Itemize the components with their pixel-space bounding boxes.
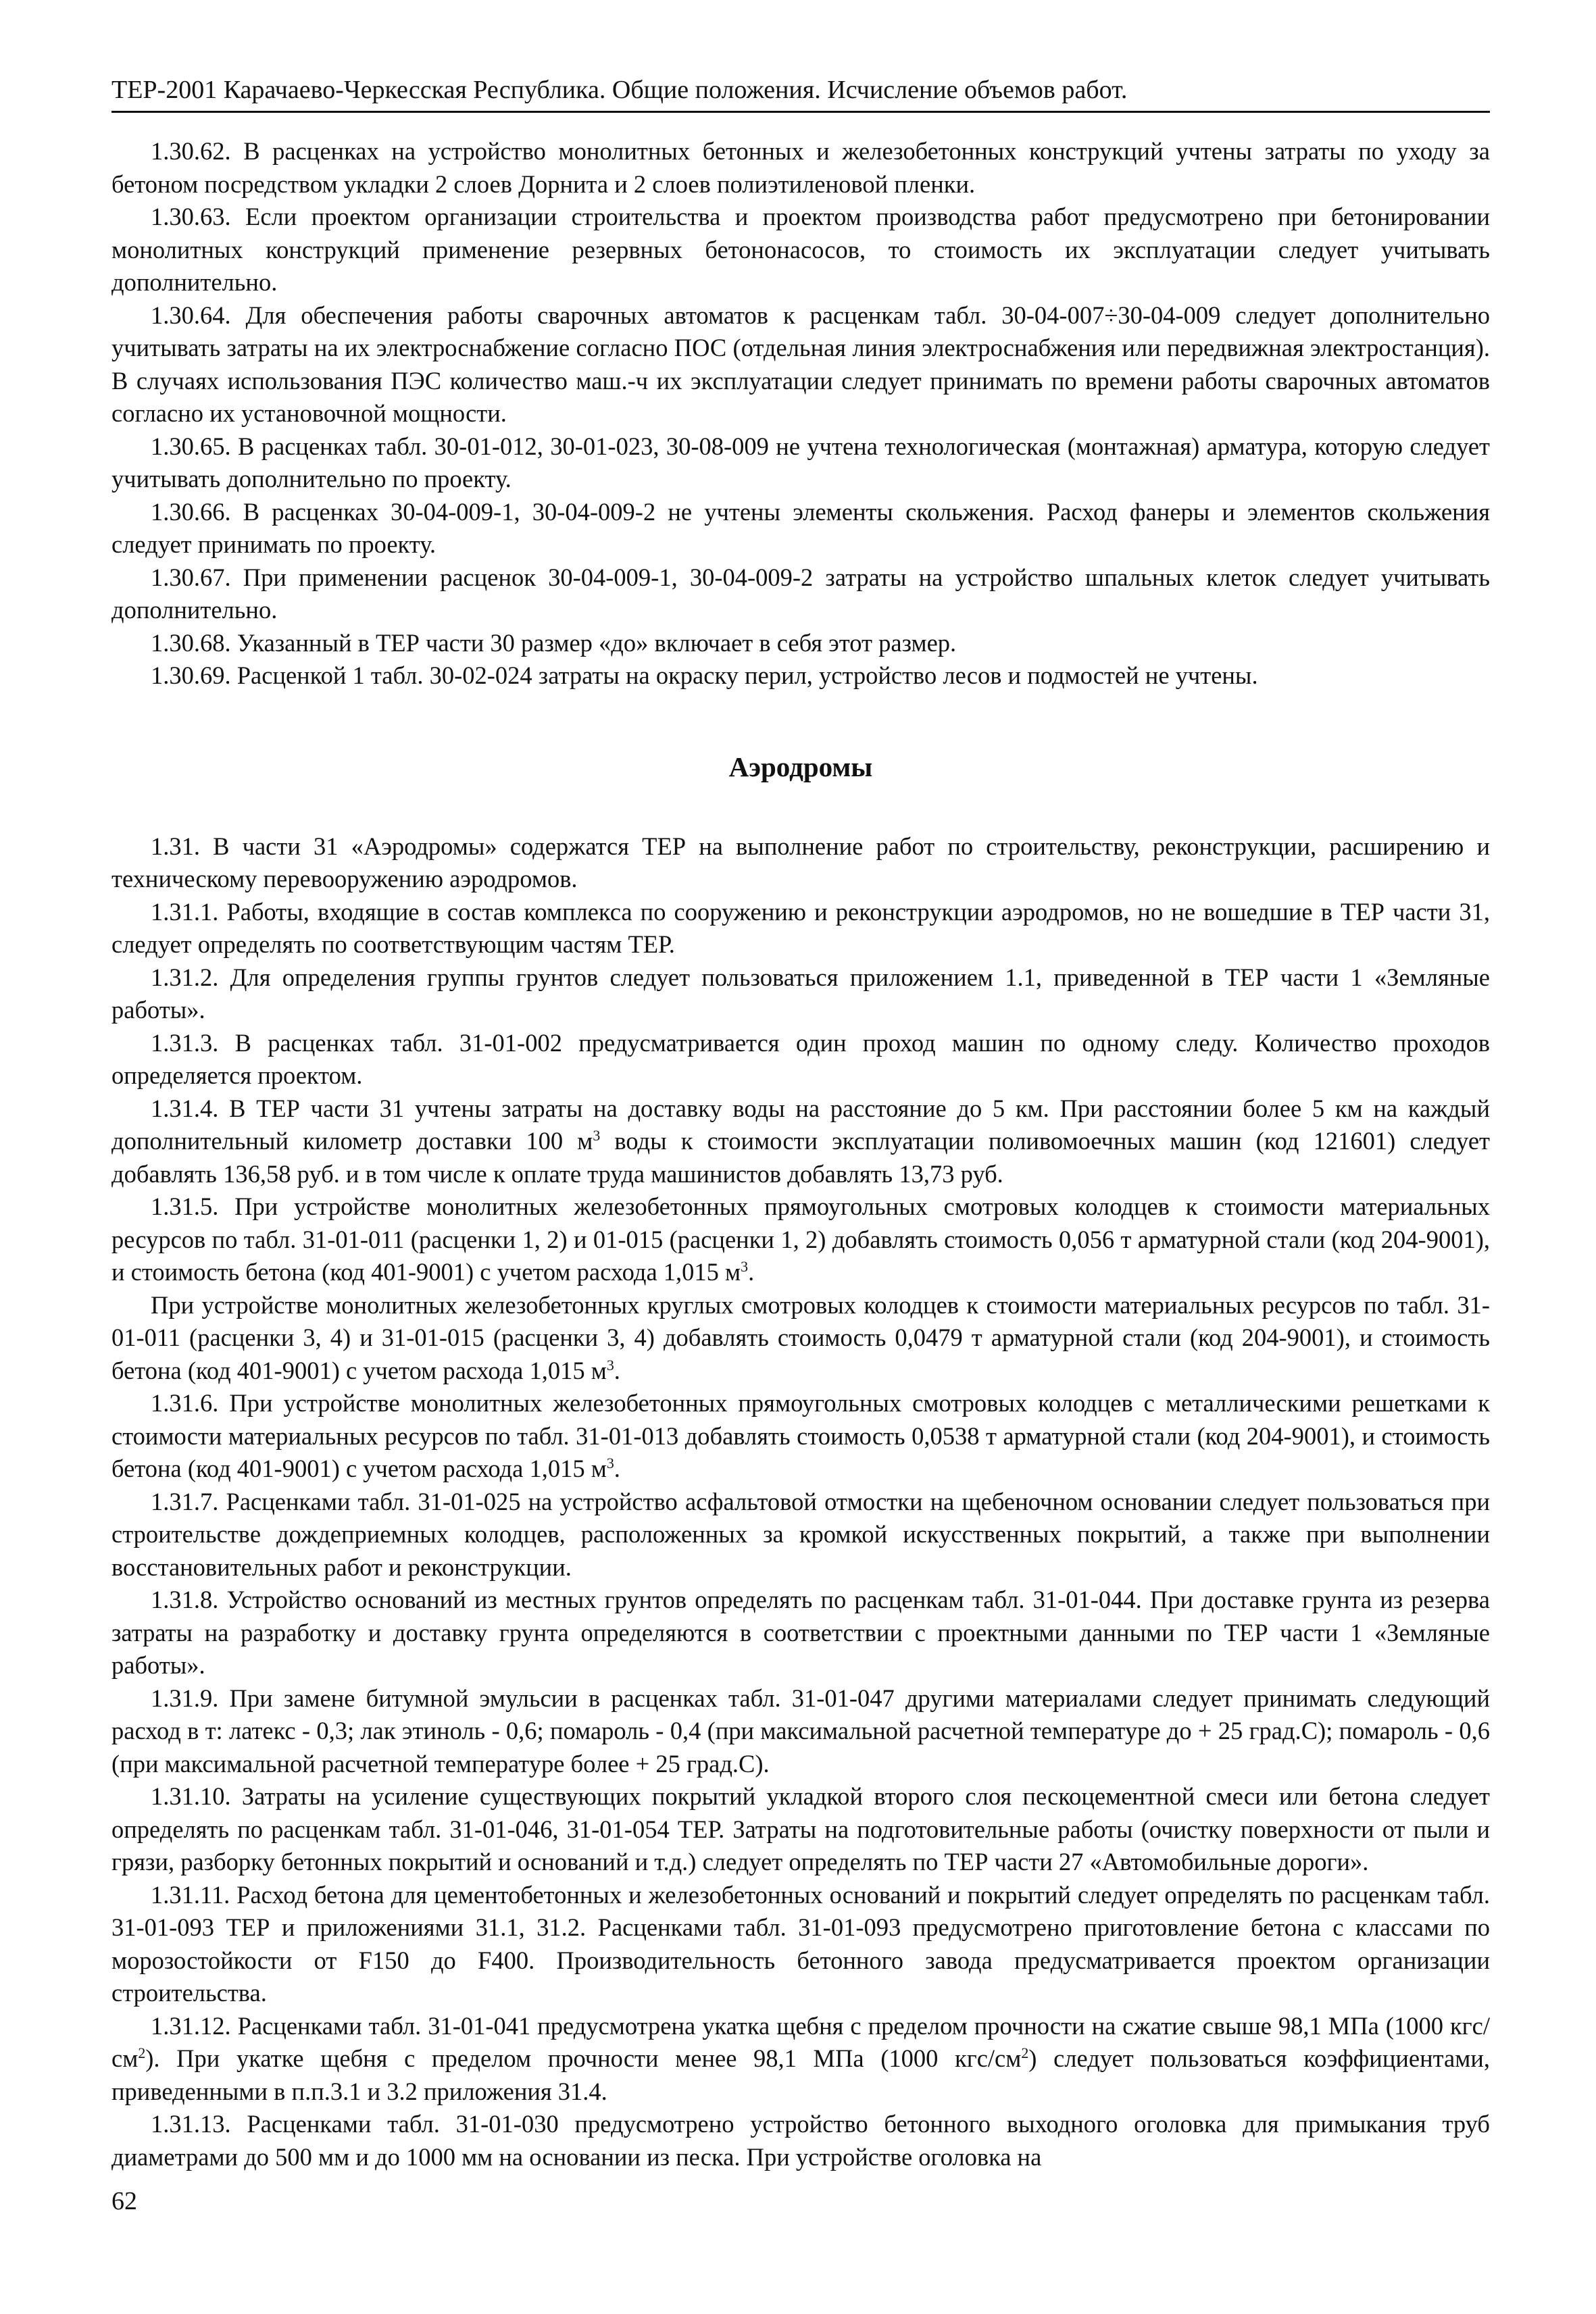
superscript: 3	[741, 1257, 749, 1275]
paragraph-1-31-10: 1.31.10. Затраты на усиление существующих покрытий укладкой второго слоя пескоцементной смеси или бетона следует определять по расценкам табл. 31-01-046, 31-01-054 ТЕР. Затраты на подготовительные работы (очистку поверхности от пыли и грязи, разборку бетонных покрытий и оснований и т.д.) следует определять по ТЕР части 27 «Автомобильные дороги».	[111, 1782, 1490, 1876]
paragraph-1-30-65: 1.30.65. В расценках табл. 30-01-012, 30-01-023, 30-08-009 не учтена технологическая (монтажная) арматура, которую следует учитывать дополнительно по проекту.	[111, 432, 1490, 493]
text-run: ) следует пользоваться коэффициентами, приведенными в п.п.3.1 и 3.2 приложения 31.4.	[111, 2044, 1490, 2105]
paragraph-1-31-7: 1.31.7. Расценками табл. 31-01-025 на устройство асфальтовой отмостки на щебеночном основании следует пользоваться при строительстве дождеприемных колодцев, расположенных за кромкой искусственных покрытий, а также при выполнении восстановительных работ и реконструкции.	[111, 1487, 1490, 1581]
paragraph-1-31-5-round	[111, 1289, 1490, 1388]
text-run: 1.31.4. В ТЕР части 31 учтены затраты на доставку воды на расстояние до 5 км. При расстоянии более 5 км на каждый дополнительный километр доставки 100 м	[111, 1094, 1490, 1155]
paragraph-1-31: 1.31. В части 31 «Аэродромы» содержатся ТЕР на выполнение работ по строительству, реконструкции, расширению и техническому перевооружению аэродромов.	[111, 832, 1490, 892]
paragraph-1-31-4	[111, 1092, 1490, 1191]
text-run: 1.31.6. При устройстве монолитных железобетонных прямоугольных смотровых колодцев с металлическими решетками к стоимости материальных ресурсов по табл. 31-01-013 добавлять стоимость 0,0538 т арматурной стали (код 204-9001), и стоимость бетона (код 401-9001) с учетом расхода 1,015 м	[111, 1389, 1490, 1482]
text-run: воды к стоимости эксплуатации поливомоечных машин (код 121601) следует добавлять 136,58 руб. и в том числе к оплате труда машинистов добавлять 13,73 руб.	[111, 1127, 1490, 1188]
paragraph-1-31-12	[111, 2010, 1490, 2109]
paragraph-1-30-63: 1.30.63. Если проектом организации строительства и проектом производства работ предусмотрено при бетонировании монолитных конструкций применение резервных бетононасосов, то стоимость их эксплуатации следует учитывать дополнительно.	[111, 203, 1490, 296]
paragraph-1-31-3: 1.31.3. В расценках табл. 31-01-002 предусматривается один проход машин по одному следу. Количество проходов определяется проектом.	[111, 1028, 1490, 1089]
paragraph-1-31-2: 1.31.2. Для определения группы грунтов следует пользоваться приложением 1.1, приведенной в ТЕР части 1 «Земляные работы».	[111, 963, 1490, 1024]
document-body	[111, 135, 1490, 2173]
text-run: .	[748, 1258, 755, 1286]
text-run: .	[614, 1356, 620, 1384]
page-number: 62	[111, 2187, 137, 2215]
superscript: 3	[606, 1454, 614, 1472]
superscript: 2	[138, 2044, 146, 2061]
superscript: 3	[593, 1126, 601, 1144]
paragraph-1-31-9: 1.31.9. При замене битумной эмульсии в расценках табл. 31-01-047 другими материалами следует принимать следующий расход в т: латекс - 0,3; лак этиноль - 0,6; помароль - 0,4 (при максимальной расчетной температуре до + 25 град.С); помароль - 0,6 (при максимальной расчетной температуре более + 25 град.С).	[111, 1684, 1490, 1778]
paragraph-1-30-67: 1.30.67. При применении расценок 30-04-009-1, 30-04-009-2 затраты на устройство шпальных клеток следует учитывать дополнительно.	[111, 563, 1490, 624]
paragraph-1-31-6	[111, 1387, 1490, 1486]
superscript: 3	[606, 1356, 614, 1374]
text-run: 1.31.5. При устройстве монолитных железобетонных прямоугольных смотровых колодцев к стоимости материальных ресурсов по табл. 31-01-011 (расценки 1, 2) и 01-015 (расценки 1, 2) добавлять стоимость 0,056 т арматурной стали (код 204-9001), и стоимость бетона (код 401-9001) с учетом расхода 1,015 м	[111, 1192, 1490, 1286]
paragraph-1-30-66: 1.30.66. В расценках 30-04-009-1, 30-04-009-2 не учтены элементы скольжения. Расход фанеры и элементов скольжения следует принимать по проекту.	[111, 497, 1490, 558]
paragraph-1-31-8: 1.31.8. Устройство оснований из местных грунтов определять по расценкам табл. 31-01-044. При доставке грунта из резерва затраты на разработку и доставку грунта определяются в соответствии с проектными данными по ТЕР части 1 «Земляные работы».	[111, 1586, 1490, 1679]
running-header: ТЕР-2001 Карачаево-Черкесская Республика. Общие положения. Исчисление объемов работ.	[111, 73, 1490, 113]
paragraph-1-30-69: 1.30.69. Расценкой 1 табл. 30-02-024 затраты на окраску перил, устройство лесов и подмостей не учтены.	[151, 661, 1258, 689]
superscript: 2	[1021, 2044, 1029, 2061]
text-run: 1.31.12. Расценками табл. 31-01-041 предусмотрена укатка щебня с пределом прочности на сжатие свыше 98,1 МПа (1000 кгс/см	[111, 2011, 1490, 2072]
text-run: .	[614, 1455, 620, 1482]
paragraph-1-30-68: 1.30.68. Указанный в ТЕР части 30 размер «до» включает в себя этот размер.	[151, 628, 957, 657]
paragraph-1-30-62: 1.30.62. В расценках на устройство монолитных бетонных и железобетонных конструкций учтены затраты по уходу за бетоном посредством укладки 2 слоев Дорнита и 2 слоев полиэтиленовой пленки.	[111, 137, 1490, 198]
paragraph-1-31-11: 1.31.11. Расход бетона для цементобетонных и железобетонных оснований и покрытий следует определять по расценкам табл. 31-01-093 ТЕР и приложениями 31.1, 31.2. Расценками табл. 31-01-093 предусмотрено приготовление бетона с классами по морозостойкости от F150 до F400. Производительность бетонного завода предусматривается проектом организации строительства.	[111, 1880, 1490, 2007]
text-run: ). При укатке щебня с пределом прочности менее 98,1 МПа (1000 кгс/см	[145, 2044, 1022, 2072]
paragraph-1-30-64: 1.30.64. Для обеспечения работы сварочных автоматов к расценкам табл. 30-04-007÷30-04-009 следует дополнительно учитывать затраты на их электроснабжение согласно ПОС (отдельная линия электроснабжения или передвижная электростанция). В случаях использования ПЭС количество маш.-ч их эксплуатации следует принимать по времени работы сварочных автоматов согласно их установочной мощности.	[111, 301, 1490, 427]
paragraph-1-31-1: 1.31.1. Работы, входящие в состав комплекса по сооружению и реконструкции аэродромов, но не вошедшие в ТЕР части 31, следует определять по соответствующим частям ТЕР.	[111, 897, 1490, 958]
paragraph-1-31-13: 1.31.13. Расценками табл. 31-01-030 предусмотрено устройство бетонного выходного оголовка для примыкания труб диаметрами до 500 мм и до 1000 мм на основании из песка. При устройстве оголовка на	[111, 2110, 1490, 2171]
section-title: Аэродромы	[728, 751, 873, 782]
paragraph-1-31-5	[111, 1190, 1490, 1289]
text-run: При устройстве монолитных железобетонных круглых смотровых колодцев к стоимости материальных ресурсов по табл. 31-01-011 (расценки 3, 4) и 31-01-015 (расценки 3, 4) добавлять стоимость 0,0479 т арматурной стали (код 204-9001), и стоимость бетона (код 401-9001) с учетом расхода 1,015 м	[111, 1290, 1490, 1384]
